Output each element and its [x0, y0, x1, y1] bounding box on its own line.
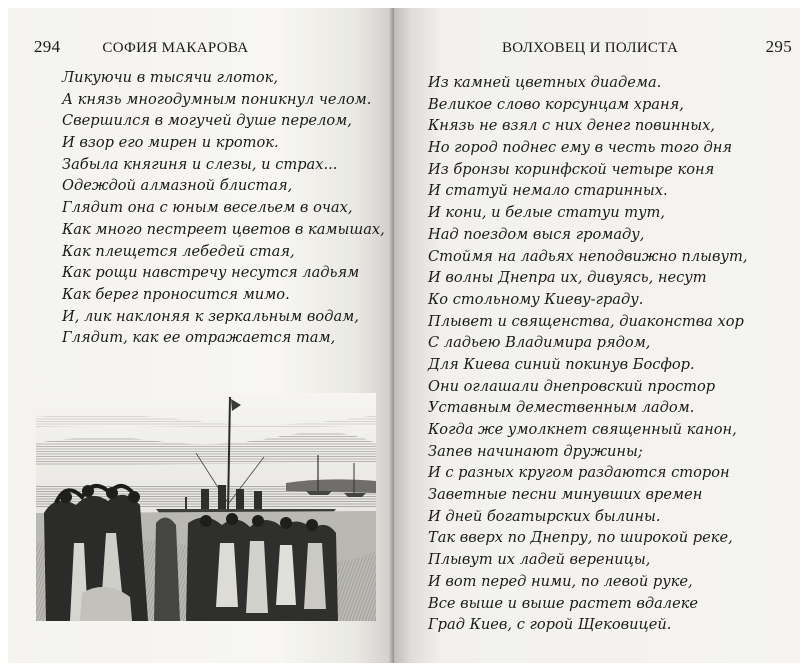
verse-line: Как рощи навстречу несутся ладьям: [62, 264, 360, 282]
verse-line: Но город поднес ему в честь того дня: [428, 139, 733, 157]
verse-line: И волны Днепра их, дивуясь, несут: [428, 269, 707, 287]
verse-line: Так вверх по Днепру, по широкой реке,: [428, 529, 733, 547]
verse-line: Из камней цветных диадема.: [428, 74, 662, 91]
right-page-number: 295: [765, 37, 792, 56]
left-page: [8, 8, 394, 663]
verse-line: Как берег проносится мимо.: [62, 285, 290, 303]
left-running-head: СОФИЯ МАКАРОВА: [102, 40, 249, 56]
verse-line: Плывут их ладей вереницы,: [428, 551, 651, 569]
right-page-header: [502, 37, 792, 57]
verse-line: Глядит она с юным весельем в очах,: [62, 199, 353, 217]
right-verse-list: [428, 72, 747, 636]
verse-line: Стоймя на ладьях неподвижно плывут,: [428, 247, 748, 265]
verse-line: Ко стольному Киеву-граду.: [428, 290, 644, 308]
left-page-header: [34, 37, 374, 57]
verse-line: А князь многодумным поникнул челом.: [62, 90, 372, 108]
riverbank-procession-engraving-icon: [36, 393, 376, 621]
left-verse-list: [62, 67, 385, 349]
verse-line: И взор его мирен и кроток.: [62, 134, 279, 152]
verse-line: Плывет и священства, диаконства хор: [428, 312, 744, 330]
verse-line: Великое слово корсунцам храня,: [428, 95, 684, 113]
verse-line: Забыла княгиня и слезы, и страх...: [62, 155, 338, 173]
verse-line: Заветные песни минувших времен: [428, 486, 703, 504]
verse-line: Как плещется лебедей стая,: [62, 242, 295, 260]
verse-line: Свершился в могучей душе перелом,: [62, 112, 352, 130]
verse-line: Над поездом выся громаду,: [428, 225, 645, 243]
verse-line: Они оглашали днепровский простор: [428, 377, 716, 395]
verse-line: Запев начинают дружины;: [428, 442, 643, 460]
right-running-head: ВОЛХОВЕЦ И ПОЛИСТА: [502, 40, 679, 56]
verse-line: Град Киев, с горой Щековицей.: [428, 616, 672, 634]
verse-line: Глядит, как ее отражается там,: [62, 329, 336, 347]
verse-line: Одеждой алмазной блистая,: [62, 177, 293, 195]
right-page: [394, 8, 800, 663]
verse-line: Князь не взял с них денег повинных,: [428, 117, 715, 135]
verse-line: Как много пестреет цветов в камышах,: [62, 220, 385, 238]
verse-line: Для Киева синий покинув Босфор.: [428, 355, 695, 373]
left-page-number: 294: [34, 37, 61, 56]
verse-line: Когда же умолкнет священный канон,: [428, 421, 737, 438]
verse-line: И кони, и белые статуи тут,: [428, 204, 666, 222]
verse-line: Из бронзы коринфской четыре коня: [428, 160, 715, 178]
verse-line: И вот перед ними, по левой руке,: [428, 572, 693, 590]
verse-line: И с разных кругом раздаются сторон: [428, 464, 730, 482]
verse-line: Ликуючи в тысячи глоток,: [62, 69, 278, 86]
verse-line: С ладьею Владимира рядом,: [428, 334, 651, 352]
verse-line: Все выше и выше растет вдалеке: [428, 594, 699, 612]
verse-line: И дней богатырских былины.: [428, 507, 661, 525]
verse-line: И, лик наклоняя к зеркальным водам,: [62, 307, 359, 325]
verse-line: Уставным демественным ладом.: [428, 399, 695, 417]
verse-line: И статуй немало старинных.: [428, 182, 668, 200]
